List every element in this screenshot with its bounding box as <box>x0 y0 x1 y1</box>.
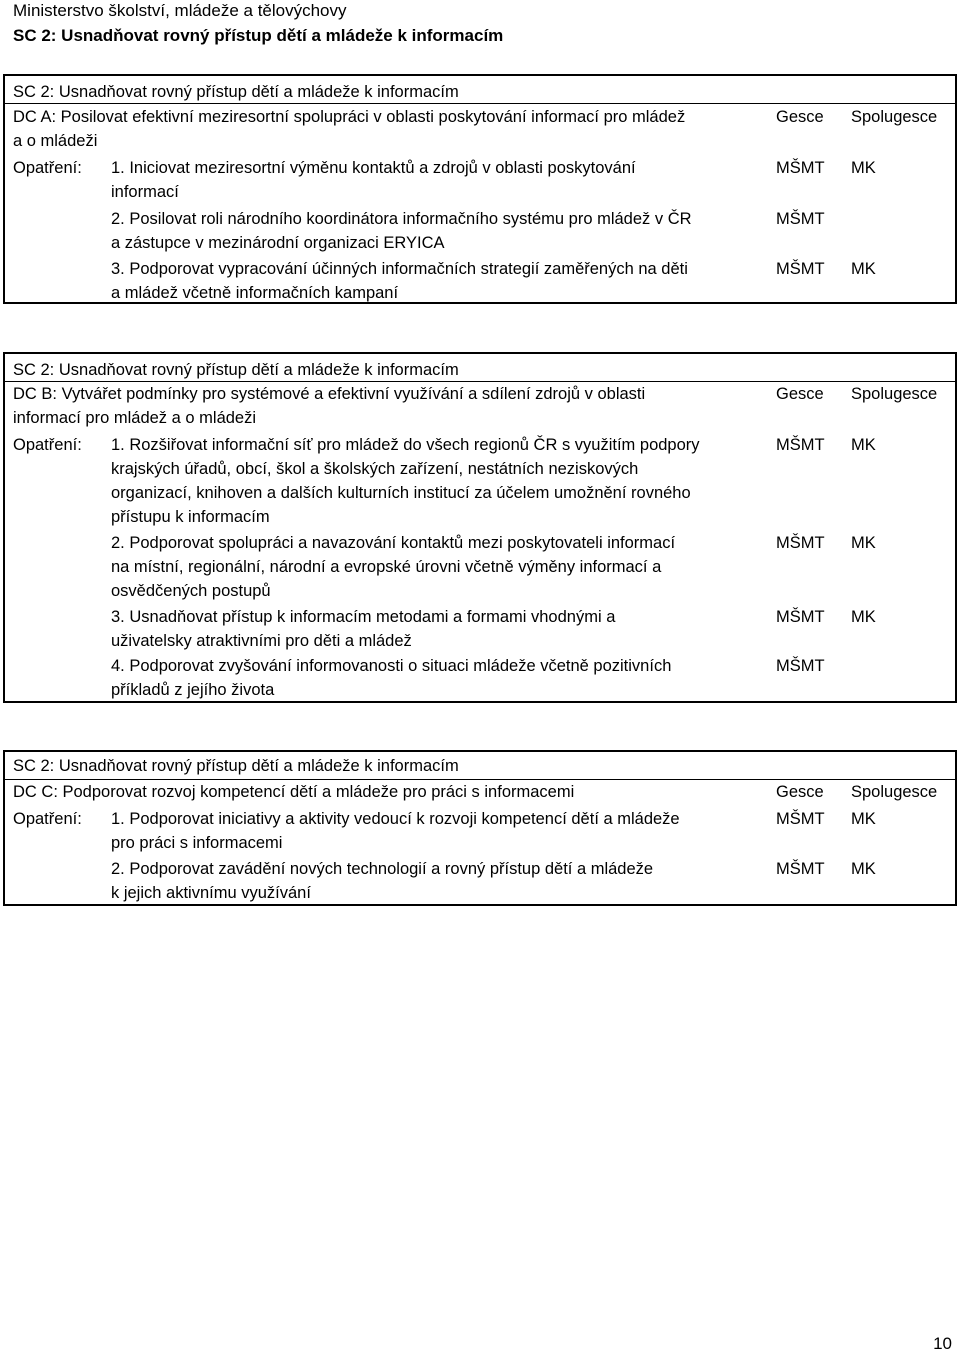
dc-heading-line: DC C: Podporovat rozvoj kompetencí dětí a mládeže pro práci s informacemi <box>13 783 575 801</box>
measure-line: organizací, knihoven a dalších kulturních institucí za účelem umožnění rovného <box>111 484 691 502</box>
measure-line: na místní, regionální, národní a evropské úrovni včetně výměny informací a <box>111 558 662 576</box>
measure-line: uživatelsky atraktivními pro děti a mládež <box>111 632 412 650</box>
measure-gesce: MŠMT <box>776 159 825 177</box>
measure-gesce: MŠMT <box>776 534 825 552</box>
measure-line: 1. Rozšiřovat informační síť pro mládež do všech regionů ČR s využitím podpory <box>111 436 700 454</box>
measure-line: 4. Podporovat zvyšování informovanosti o situaci mládeže včetně pozitivních <box>111 657 672 675</box>
measures-label: Opatření: <box>13 810 82 828</box>
measure-line: a zástupce v mezinárodní organizaci ERYICA <box>111 234 445 252</box>
measure-line: 1. Podporovat iniciativy a aktivity vedoucí k rozvoji kompetencí dětí a mládeže <box>111 810 680 828</box>
measure-gesce: MŠMT <box>776 860 825 878</box>
gesce-header: Gesce <box>776 385 824 403</box>
measure-gesce: MŠMT <box>776 210 825 228</box>
measure-spolugesce: MK <box>851 436 876 454</box>
spolugesce-header: Spolugesce <box>851 783 938 801</box>
dc-heading-line: a o mládeži <box>13 132 98 150</box>
dc-heading-line: DC A: Posilovat efektivní meziresortní spolupráci v oblasti poskytování informací pro mládež <box>13 108 686 126</box>
measure-gesce: MŠMT <box>776 810 825 828</box>
gesce-header: Gesce <box>776 783 824 801</box>
measure-spolugesce: MK <box>851 159 876 177</box>
measure-spolugesce: MK <box>851 608 876 626</box>
sc-heading: SC 2: Usnadňovat rovný přístup dětí a mládeže k informacím <box>13 757 459 775</box>
measures-label: Opatření: <box>13 159 82 177</box>
measure-line: 3. Usnadňovat přístup k informacím metodami a formami vhodnými a <box>111 608 616 626</box>
gesce-header: Gesce <box>776 108 824 126</box>
ministry-name: Ministerstvo školství, mládeže a tělovýchovy <box>13 1 347 20</box>
divider <box>5 103 955 104</box>
measure-spolugesce: MK <box>851 534 876 552</box>
measure-line: 2. Posilovat roli národního koordinátora informačního systému pro mládež v ČR <box>111 210 692 228</box>
goal-block-c <box>3 750 957 906</box>
measure-spolugesce: MK <box>851 860 876 878</box>
measure-line: 1. Iniciovat meziresortní výměnu kontaktů a zdrojů v oblasti poskytování <box>111 159 636 177</box>
measure-line: a mládež včetně informačních kampaní <box>111 284 399 302</box>
measure-gesce: MŠMT <box>776 436 825 454</box>
spolugesce-header: Spolugesce <box>851 385 938 403</box>
measure-line: k jejich aktivnímu využívání <box>111 884 311 902</box>
dc-heading-line: informací pro mládež a o mládeži <box>13 409 257 427</box>
document-title: SC 2: Usnadňovat rovný přístup dětí a mládeže k informacím <box>13 26 504 45</box>
measure-gesce: MŠMT <box>776 657 825 675</box>
measure-line: přístupu k informacím <box>111 508 270 526</box>
measure-line: osvědčených postupů <box>111 582 271 600</box>
sc-heading: SC 2: Usnadňovat rovný přístup dětí a mládeže k informacím <box>13 83 459 101</box>
goal-block-b <box>3 352 957 703</box>
measure-line: 3. Podporovat vypracování účinných informačních strategií zaměřených na děti <box>111 260 688 278</box>
measure-line: 2. Podporovat zavádění nových technologií a rovný přístup dětí a mládeže <box>111 860 654 878</box>
measure-line: krajských úřadů, obcí, škol a školských zařízení, nestátních neziskových <box>111 460 639 478</box>
goal-block-a <box>3 74 957 304</box>
measure-line: příkladů z jejího života <box>111 681 275 699</box>
measure-gesce: MŠMT <box>776 608 825 626</box>
spolugesce-header: Spolugesce <box>851 108 938 126</box>
measure-gesce: MŠMT <box>776 260 825 278</box>
measures-label: Opatření: <box>13 436 82 454</box>
page-number: 10 <box>933 1334 952 1353</box>
measure-line: informací <box>111 183 179 201</box>
sc-heading: SC 2: Usnadňovat rovný přístup dětí a mládeže k informacím <box>13 361 459 379</box>
measure-line: pro práci s informacemi <box>111 834 283 852</box>
measure-spolugesce: MK <box>851 260 876 278</box>
measure-line: 2. Podporovat spolupráci a navazování kontaktů mezi poskytovateli informací <box>111 534 676 552</box>
measure-spolugesce: MK <box>851 810 876 828</box>
dc-heading-line: DC B: Vytvářet podmínky pro systémové a efektivní využívání a sdílení zdrojů v oblasti <box>13 385 646 403</box>
